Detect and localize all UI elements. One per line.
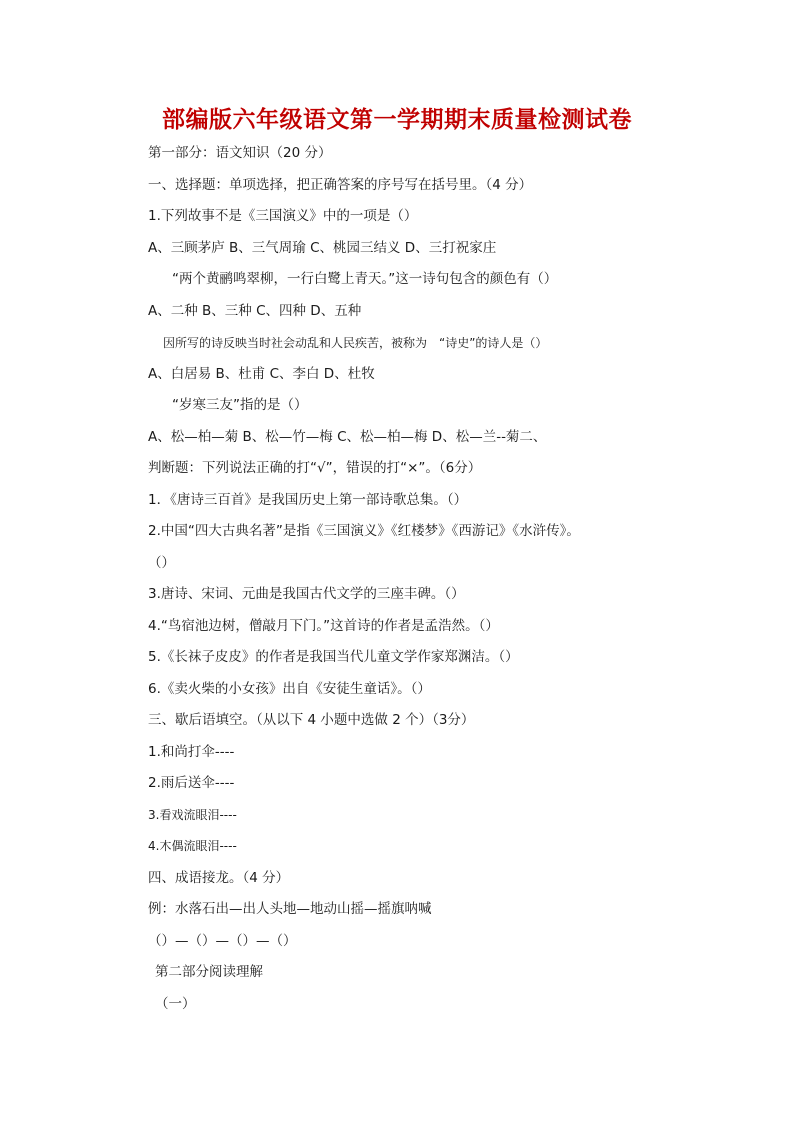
question-text: 1.下列故事不是《三国演义》中的一项是（） (148, 208, 418, 224)
section-heading-choice: 一、选择题：单项选择，把正确答案的序号写在括号里。（4 分） (148, 177, 533, 193)
fill-item: 1.和尚打伞---- (148, 744, 235, 760)
answer-options: A、白居易 B、杜甫 C、李白 D、杜牧 (148, 366, 375, 382)
statement-item: 2.中国“四大古典名著”是指《三国演义》《红楼梦》《西游记》《水浒传》。 (148, 523, 580, 539)
answer-options: A、三顾茅庐 B、三气周瑜 C、桃园三结义 D、三打祝家庄 (148, 240, 497, 256)
statement-item: 6.《卖火柴的小女孩》出自《安徒生童话》。（） (148, 681, 431, 697)
part-one-heading: 第一部分：语文知识（20 分） (148, 145, 332, 161)
subsection-number: （一） (155, 996, 196, 1012)
example-line: 例：水落石出—出人头地—地动山摇—摇旗呐喊 (148, 901, 432, 917)
statement-item: 3.唐诗、宋词、元曲是我国古代文学的三座丰碑。（） (148, 586, 465, 602)
answer-bracket: （） (148, 555, 175, 571)
fill-item: 2.雨后送伞---- (148, 775, 235, 791)
question-text: “两个黄鹂鸣翠柳，一行白鹭上青天。”这一诗句包含的颜色有（） (172, 271, 558, 287)
statement-item: 4.“鸟宿池边树，僧敲月下门。”这首诗的作者是孟浩然。（） (148, 618, 499, 634)
answer-options: A、松—柏—菊 B、松—竹—梅 C、松—柏—梅 D、松—兰--菊二、 (148, 429, 547, 445)
question-text: “岁寒三友”指的是（） (172, 397, 308, 413)
section-heading-xiehouyu: 三、歇后语填空。（从以下 4 小题中选做 2 个）（3分） (148, 712, 475, 728)
fill-item: 3.看戏流眼泪---- (148, 808, 237, 822)
statement-item: 1．《唐诗三百首》是我国历史上第一部诗歌总集。（） (148, 492, 468, 508)
section-heading-idiom-chain: 四、成语接龙。（4 分） (148, 870, 290, 886)
part-two-heading: 第二部分阅读理解 (155, 964, 263, 980)
page-title: 部编版六年级语文第一学期期末质量检测试卷 (162, 106, 632, 133)
fill-item: 4.木偶流眼泪---- (148, 839, 237, 853)
section-heading-judgement: 判断题：下列说法正确的打“√”，错误的打“×”。（6分） (148, 460, 482, 476)
fill-blanks: （）—（）—（）—（） (148, 933, 297, 949)
statement-item: 5.《长袜子皮皮》的作者是我国当代儿童文学作家郑渊洁。（） (148, 649, 519, 665)
answer-options: A、二种 B、三种 C、四种 D、五种 (148, 303, 362, 319)
question-text: 因所写的诗反映当时社会动乱和人民疾苦，被称为 “诗史”的诗人是（） (163, 336, 548, 350)
